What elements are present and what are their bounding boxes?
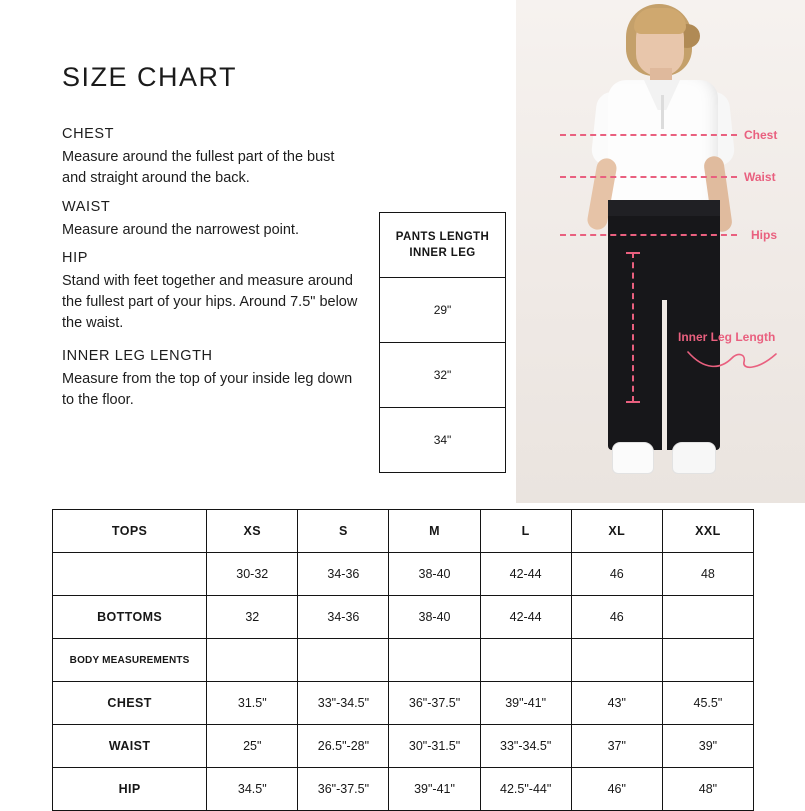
table-row <box>380 408 506 473</box>
waist-guide-line <box>560 176 737 178</box>
definition-chest-body: Measure around the fullest part of the bust and straight around the back. <box>62 149 335 186</box>
size-table-cell <box>571 639 662 682</box>
size-table-cell <box>662 596 753 639</box>
hips-guide-line <box>560 234 737 236</box>
hips-guide-label: Hips <box>751 228 778 242</box>
size-table-cell: 38-40 <box>389 553 480 596</box>
size-table-row-3-label: CHEST <box>53 682 207 725</box>
inner-leg-guide-line <box>632 252 634 402</box>
size-table-cell: 25" <box>207 725 298 768</box>
size-table-cell: 37" <box>571 725 662 768</box>
size-table-cell <box>207 639 298 682</box>
size-table-cell: 48" <box>662 768 753 811</box>
size-table-cell: 42-44 <box>480 553 571 596</box>
definition-chest-heading: CHEST <box>62 126 115 142</box>
definition-hip <box>62 248 362 334</box>
inner-leg-guide-label: Inner Leg Length <box>678 330 776 344</box>
size-table-cell: 26.5"-28" <box>298 725 389 768</box>
model-hair-front <box>634 8 686 34</box>
size-table-cell: 33"-34.5" <box>298 682 389 725</box>
size-table <box>52 509 754 811</box>
chest-guide-line <box>560 134 737 136</box>
size-table-cell <box>662 639 753 682</box>
table-row <box>380 213 506 278</box>
pants-length-table <box>379 212 506 473</box>
model-pants-gap <box>662 300 667 450</box>
definition-hip-body: Stand with feet together and measure around the fullest part of your hips. Around 7.5" below the waist. <box>62 273 358 331</box>
definition-hip-heading: HIP <box>62 250 88 266</box>
size-table-cell: 46 <box>571 553 662 596</box>
size-table-col-2: S <box>298 510 389 553</box>
size-table-cell: 39" <box>662 725 753 768</box>
model-shoe-left <box>612 442 654 474</box>
definition-inner-leg <box>62 346 362 411</box>
size-table-row-1-label: BOTTOMS <box>53 596 207 639</box>
size-table-cell: 34-36 <box>298 596 389 639</box>
pants-length-header <box>380 213 506 278</box>
table-row <box>53 725 754 768</box>
size-table-cell: 39"-41" <box>480 682 571 725</box>
size-table-col-0: TOPS <box>53 510 207 553</box>
definition-inner-leg-body: Measure from the top of your inside leg down to the floor. <box>62 371 353 408</box>
definition-chest <box>62 124 362 189</box>
size-table-cell: 32 <box>207 596 298 639</box>
size-table-cell: 42.5"-44" <box>480 768 571 811</box>
pants-length-value: 34" <box>380 408 506 473</box>
definition-inner-leg-heading: INNER LEG LENGTH <box>62 348 213 364</box>
inner-leg-tick-bottom <box>626 401 640 403</box>
size-table-cell: 39"-41" <box>389 768 480 811</box>
size-table-cell: 36"-37.5" <box>389 682 480 725</box>
inner-leg-tick-top <box>626 252 640 254</box>
model-waistband <box>608 200 720 216</box>
table-row <box>53 682 754 725</box>
size-table-cell: 36"-37.5" <box>298 768 389 811</box>
definition-waist-heading: WAIST <box>62 199 111 215</box>
size-table-cell: 30-32 <box>207 553 298 596</box>
size-table-col-4: L <box>480 510 571 553</box>
chest-guide-label: Chest <box>744 128 778 142</box>
size-table-row-2-label: BODY MEASUREMENTS <box>53 639 207 682</box>
pants-length-value: 32" <box>380 343 506 408</box>
waist-guide-label: Waist <box>744 170 776 184</box>
size-table-col-1: XS <box>207 510 298 553</box>
definition-waist <box>62 197 362 241</box>
size-table-cell: 30"-31.5" <box>389 725 480 768</box>
table-row <box>53 553 754 596</box>
size-table-cell: 31.5" <box>207 682 298 725</box>
pants-length-header-line2: INNER LEG <box>409 247 476 259</box>
model-shoe-right <box>672 442 716 474</box>
size-table-row-4-label: WAIST <box>53 725 207 768</box>
size-table-cell: 33"-34.5" <box>480 725 571 768</box>
size-table-cell: 43" <box>571 682 662 725</box>
table-row <box>380 278 506 343</box>
model-placket <box>661 95 664 129</box>
size-table-col-6: XXL <box>662 510 753 553</box>
table-header-row <box>53 510 754 553</box>
pants-length-value: 29" <box>380 278 506 343</box>
pants-length-header-line1: PANTS LENGTH <box>395 231 490 243</box>
model-photo <box>516 0 805 503</box>
definition-waist-body: Measure around the narrowest point. <box>62 222 299 238</box>
size-table-cell: 34-36 <box>298 553 389 596</box>
size-table-row-5-label: HIP <box>53 768 207 811</box>
squiggle-underline-icon <box>686 348 778 374</box>
size-table-cell: 38-40 <box>389 596 480 639</box>
table-row <box>380 343 506 408</box>
table-row <box>53 596 754 639</box>
size-table-cell: 45.5" <box>662 682 753 725</box>
size-table-cell: 46 <box>571 596 662 639</box>
size-table-cell: 46" <box>571 768 662 811</box>
table-row <box>53 768 754 811</box>
size-table-cell <box>480 639 571 682</box>
table-row <box>53 639 754 682</box>
size-table-row-0-label <box>53 553 207 596</box>
page-title: SIZE CHART <box>62 62 238 92</box>
size-table-cell: 48 <box>662 553 753 596</box>
size-table-col-5: XL <box>571 510 662 553</box>
size-table-cell: 42-44 <box>480 596 571 639</box>
size-table-cell <box>389 639 480 682</box>
size-table-cell: 34.5" <box>207 768 298 811</box>
size-table-cell <box>298 639 389 682</box>
size-table-col-3: M <box>389 510 480 553</box>
